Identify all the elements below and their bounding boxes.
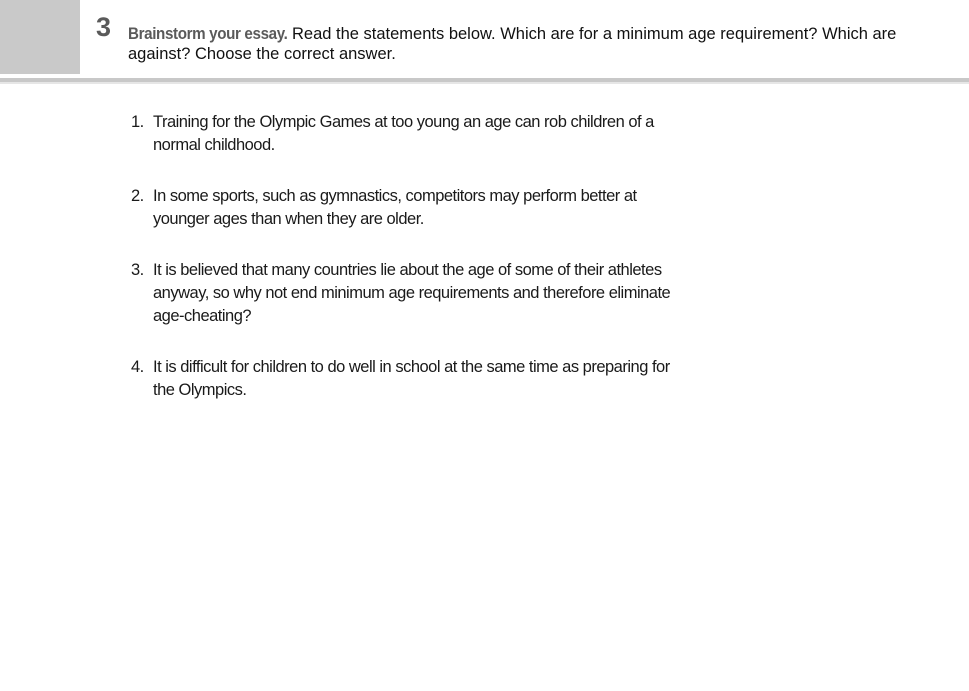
statement-number: 2. [131,187,144,205]
statement-item-3 [128,259,688,328]
header-divider-shadow [0,82,969,84]
exercise-instruction [128,24,948,64]
exercise-header [0,0,969,80]
statement-number: 4. [131,358,144,376]
statement-list [128,111,688,430]
exercise-number: 3 [96,12,112,42]
statement-item-4 [128,356,688,402]
statement-text: It is believed that many countries lie about the age of some of their athletes anyway, so why not end minimum age requirements and therefore eliminate age-cheating? [153,261,671,325]
statement-item-2 [128,185,688,231]
statement-text: In some sports, such as gymnastics, competitors may perform better at younger ages than when they are older. [153,187,637,228]
exercise-instruction-text: Read the statements below. Which are for a minimum age requirement? Which are against? Choose the correct answer. [128,25,897,63]
header-accent-block [0,0,80,74]
statement-text: It is difficult for children to do well in school at the same time as preparing for the Olympics. [153,358,670,399]
statement-text: Training for the Olympic Games at too young an age can rob children of a normal childhood. [153,113,654,154]
statement-number: 1. [131,113,144,131]
statement-item-1 [128,111,688,157]
statement-number: 3. [131,261,144,279]
exercise-title: Brainstorm your essay. [128,25,288,43]
